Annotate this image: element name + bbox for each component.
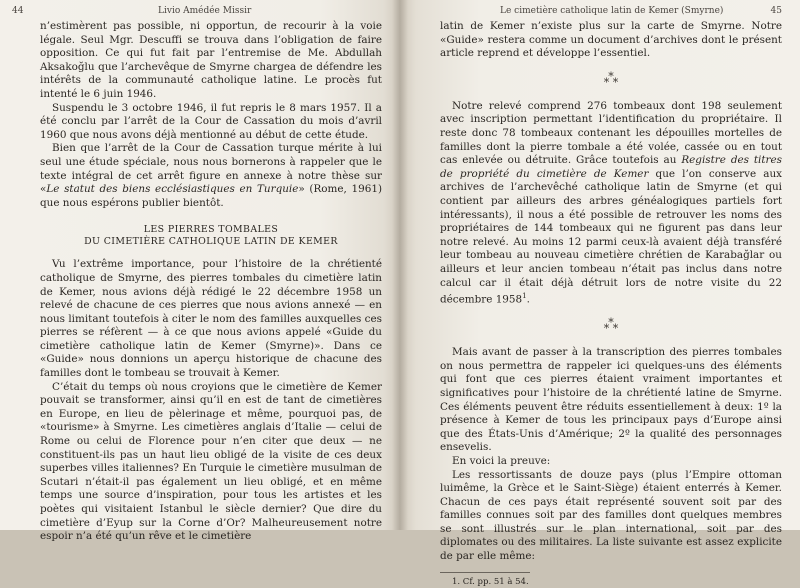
left-page-number: 44 (12, 6, 24, 16)
section-heading-line1: LES PIERRES TOMBALES (143, 224, 279, 236)
left-body-text (40, 20, 382, 544)
paragraph: Notre relevé comprend 276 tombeaux dont 198 seulement avec inscription permettant l’identification du propriétaire. Il reste donc 78 tombeaux contenant les dépouilles mortelles de familles dont la pierre tombale a été volée, cassée ou en tout cas enlevée ou détruite. Grâce toutefois au Registre des titres de propriété du cimetière de Kemer que l’on conserve aux archives de l’archevêché catholique latin de Smyrne (et qui contient par ailleurs des arbres généalogiques partiels fort intéressants), il nous a été possible de retrouver les noms des propriétaires de 144 tombeaux qui ne figurent pas dans leur notre relevé. Au moins 12 parmi ceux-là avaient déjà transféré leur tombeau au nouveau cimetière chrétien de Karabağlar ou ailleurs et leur ancien tombeau n’était pas inclus dans notre calcul car il était déjà détruit lors de notre visite du 22 décembre 1958$^1$. (440, 99, 783, 306)
paragraph: Bien que l’arrêt de la Cour de Cassation turque mérite à lui seul une étude spéciale, nous nous bornerons à rappeler que le texte intégral de cet arrêt figure en annexe à notre thèse sur «Le statut des biens ecclésiastiques en Turquie» (Rome, 1961) que nous espérons publier bientôt. (40, 142, 382, 209)
left-page (0, 0, 400, 543)
footnote: 1. Cf. pp. 51 à 54. (452, 576, 529, 587)
right-page (400, 0, 800, 587)
paragraph: En voici la preuve: (452, 454, 551, 467)
thesis-title: Le statut des biens ecclésiastiques en Turquie (46, 183, 299, 196)
section-separator-asterisks: * * * (603, 316, 619, 336)
paragraph: C’était du temps où nous croyions que le cimetière de Kemer pouvait se transformer, ainsi qu’il en est de tant de cimetières en Europe, en lieu de pèlerinage et même, pourquoi pas, de «tourisme» à Smyrne. Les cimetières anglais d’Italie — celui de Rome ou celui de Florence pour n’en citer que deux — ne constituent-ils pas un haut lieu obligé de la visite de ces deux superbes villes italiennes? En Turquie le cimetière musulman de Scutari n’était-il pas également un lieu obligé, et en même temps une source d’inspiration, pour tous les artistes et les poètes qui visitaient Istanbul le siècle dernier? Que dire du cimetière d’Eyup sur la Corne d’Or? Malheureusement notre espoir n’a été qu’un rêve et le cimetière (40, 380, 382, 543)
paragraph: Suspendu le 3 octobre 1946, il fut repris le 8 mars 1957. Il a été conclu par l’arrêt de la Cour de Cassation du mois d’avril 1960 que nous avons déjà mentionné au début de cette étude. (40, 101, 382, 141)
right-page-number: 45 (770, 6, 782, 16)
footnote-divider (440, 572, 530, 573)
right-running-head (440, 4, 782, 20)
left-running-head (12, 4, 382, 20)
right-running-title: Le cimetière catholique latin de Kemer (Smyrne) (500, 6, 724, 16)
footnote-marker: 1 (522, 292, 527, 301)
right-body-text (440, 20, 782, 588)
paragraph: n’estimèrent pas possible, ni opportun, de recourir à la voie légale. Seul Mgr. Descuffi se trouva dans l’obligation de faire opposition. Ce qui fut fait par l’entremise de Me. Abdullah Aksakoğlu que l’archevêque de Smyrne chargea de défendre les intérêts de la communauté catholique latine. Le procès fut intenté le 6 juin 1946. (40, 20, 382, 100)
paragraph: Mais avant de passer à la transcription des pierres tombales on nous permettra de rappeler ici quelques-uns des éléments qui font que ces pierres étaient vraiment importantes et significatives pour l’histoire de la chrétienté latine de Smyrne. Ces éléments peuvent être réduits essentiellement à deux: 1º la présence à Kemer de tous les principaux pays d’Europe ainsi que des États-Unis d’Amérique; 2º la qualité des personnages ensevelis. (440, 346, 782, 454)
left-running-title: Livio Amédée Missir (158, 6, 252, 16)
section-heading-line2: DU CIMETIÈRE CATHOLIQUE LATIN DE KEMER (84, 236, 338, 248)
section-separator-asterisks: * * * (603, 69, 619, 89)
section-heading (40, 224, 382, 248)
registry-title: Registre des titres de propriété du cimetière de Kemer (440, 154, 782, 180)
paragraph: Vu l’extrême importance, pour l’histoire de la chrétienté catholique de Smyrne, des pierres tombales du cimetière latin de Kemer, nous avions déjà rédigé le 22 décembre 1958 un relevé de chacune de ces pierres que nous avions annexé — en nous limitant toutefois à citer le nom des familles auxquelles ces pierres se réfèrent — à ce que nous avions appelé «Guide du cimetière catholique latin de Kemer (Smyrne)». Dans ce «Guide» nous donnions un aperçu historique de chacune des familles dont le tombeau se trouvait à Kemer. (40, 258, 382, 380)
paragraph: Les ressortissants de douze pays (plus l’Empire ottoman luimême, la Grèce et le Saint-Siège) étaient enterrés à Kemer. Chacun de ces pays était représenté souvent soit par des familles connues soit par des familles dont quelques membres se sont illustrés sur le plan international, soit par des diplomates ou des militaires. La liste suivante est assez explicite de par elle même: (440, 468, 782, 563)
paragraph: latin de Kemer n’existe plus sur la carte de Smyrne. Notre «Guide» restera comme un document d’archives dont le présent article reprend et développe l’essentiel. (440, 20, 782, 60)
